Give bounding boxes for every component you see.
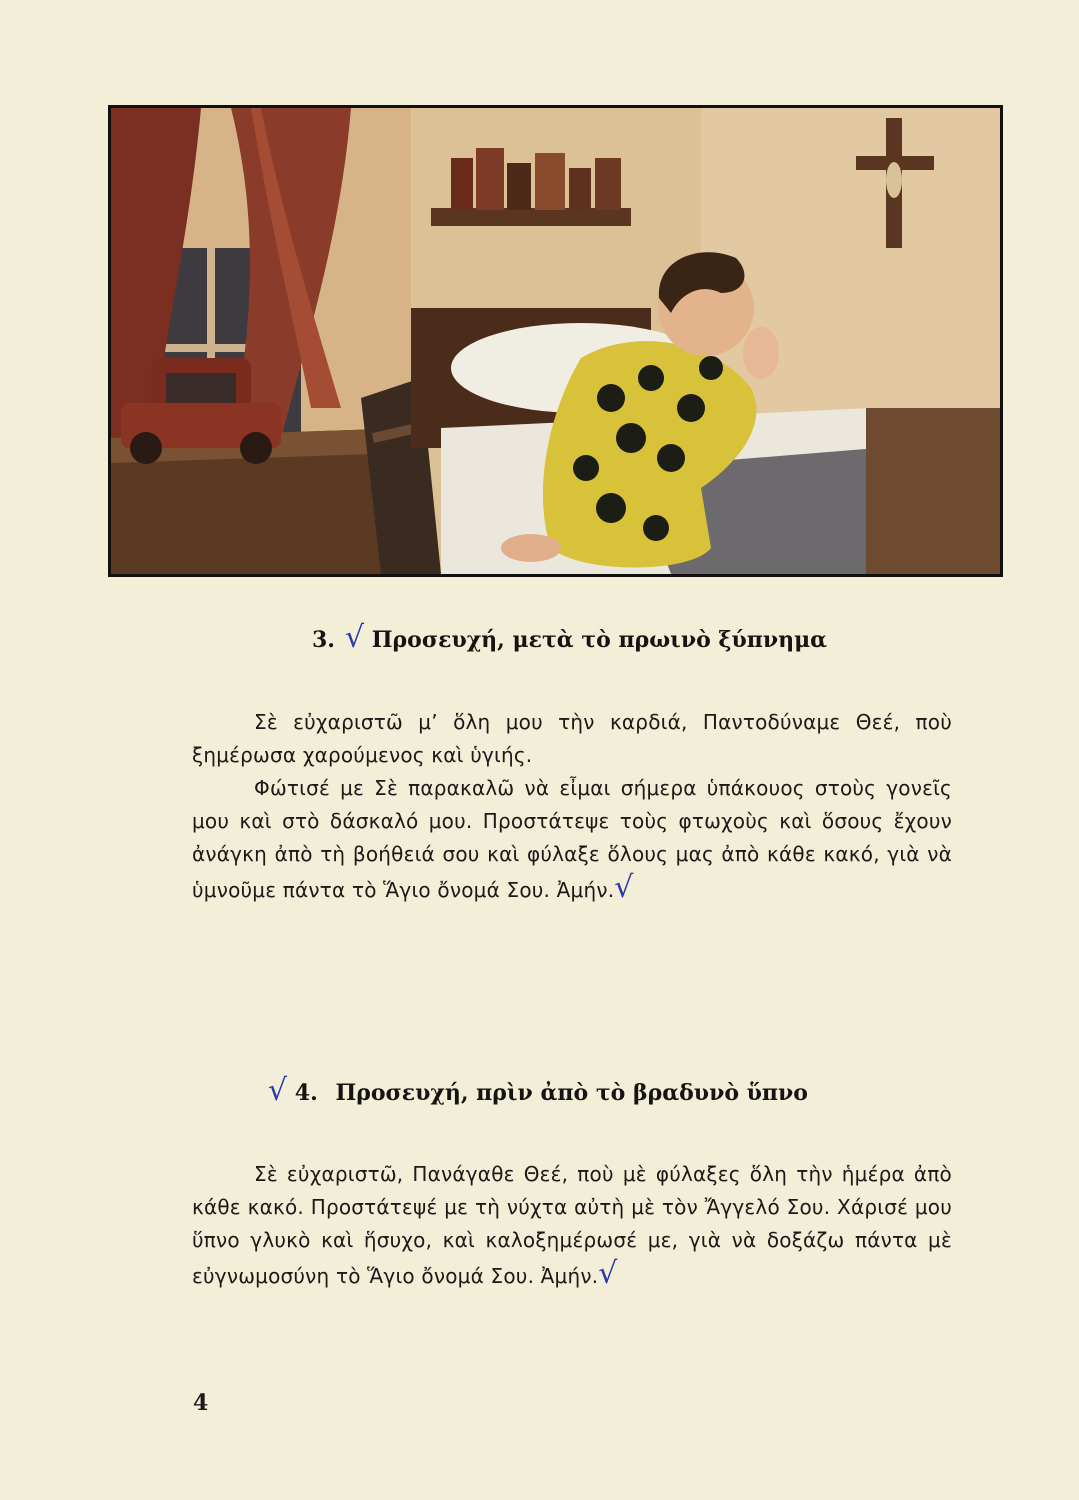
section-3-number: 3. [312, 627, 335, 653]
check-mark-icon: √ [598, 1256, 618, 1291]
section-3-title: Προσευχή, μετὰ τὸ πρωινὸ ξύπνημα [371, 627, 828, 653]
check-mark-icon: √ [268, 1073, 288, 1108]
illustration-drawing [111, 108, 1000, 574]
section-4-paragraph-1 [192, 1158, 952, 1293]
section-4-text [192, 1158, 952, 1293]
section-4-paragraph-1-text: Σὲ εὐχαριστῶ, Πανάγαθε Θεέ, ποὺ μὲ φύλαξες ὅλη τὴν ἡμέρα ἀπὸ κάθε κακό. Προστάτεψέ με τὴ νύχτα αὐτὴ μὲ τὸν Ἄγγελό Σου. Χάρισέ μου ὕπνο γλυκὸ καὶ ἥσυχο, καὶ καλοξημέρωσέ με, γιὰ νὰ δοξάζω πάντα μὲ εὐγνωμοσύνη τὸ Ἅγιο ὄνομά Σου. Ἀμήν. [192, 1162, 952, 1288]
section-4-title: Προσευχή, πρὶν ἀπὸ τὸ βραδυνὸ ὕπνο [335, 1080, 808, 1106]
section-3-paragraph-1: Σὲ εὐχαριστῶ μ’ ὅλη μου τὴν καρδιά, Παντοδύναμε Θεέ, ποὺ ξημέρωσα χαρούμενος καὶ ὑγιής. [192, 710, 952, 767]
section-3-paragraph-2-text: Φώτισέ με Σὲ παρακαλῶ νὰ εἶμαι σήμερα ὑπάκουος στοὺς γονεῖς μου καὶ στὸ δάσκαλό μου. Προστάτεψε τοὺς φτωχοὺς καὶ ὅσους ἔχουν ἀνάγκη ἀπὸ τὴ βοήθειά σου καὶ φύλαξε ὅλους μας ἀπὸ κάθε κακό, γιὰ νὰ ὑμνοῦμε πάντα τὸ Ἅγιο ὄνομά Σου. Ἀμήν. [192, 776, 952, 902]
page-number: 4 [193, 1390, 209, 1416]
section-3-text [192, 706, 952, 907]
section-4-number: 4. [294, 1080, 318, 1106]
boy-praying-illustration [108, 105, 1003, 577]
check-mark-icon: √ [614, 870, 634, 905]
check-mark-icon: √ [344, 620, 365, 655]
section-3-paragraph-2 [192, 772, 952, 907]
